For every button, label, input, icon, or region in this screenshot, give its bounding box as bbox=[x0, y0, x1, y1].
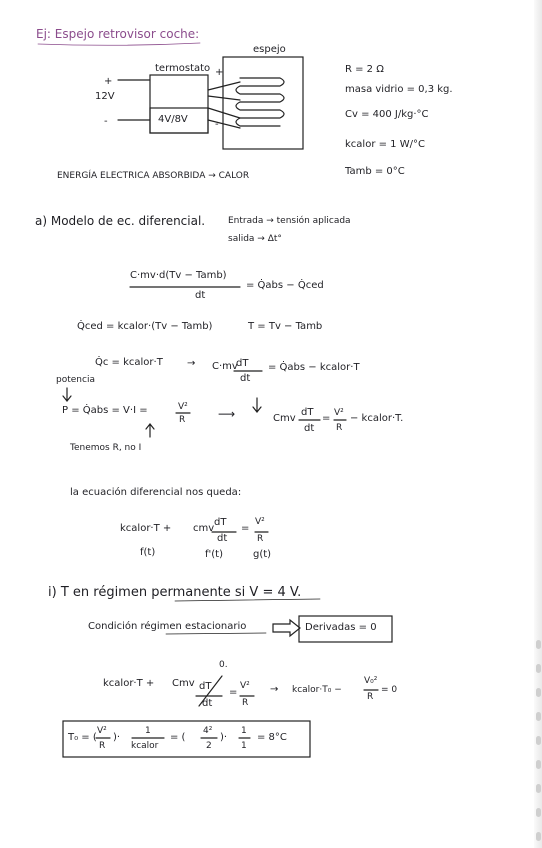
eq4-vnum: V² bbox=[334, 408, 344, 418]
energy-line: ENERGÍA ELECTRICA ABSORBIDA → CALOR bbox=[57, 171, 250, 181]
eq4-rest: − kcalor·T. bbox=[350, 413, 404, 424]
eq6-num: dT bbox=[199, 681, 212, 692]
espejo-label: espejo bbox=[253, 44, 286, 55]
plus-sign-right: + bbox=[215, 67, 224, 78]
given-tamb: Tamb = 0°C bbox=[345, 166, 405, 177]
eq1-numerator: C·mv·d(Tv − Tamb) bbox=[130, 270, 227, 281]
eq2: Q̇ced = kcalor·(Tv − Tamb) bbox=[77, 321, 213, 332]
termostato-label: termostato bbox=[155, 63, 211, 74]
tenemos-note: Tenemos R, no I bbox=[70, 443, 142, 453]
note-salida: salida → Δt° bbox=[228, 234, 282, 244]
ecuacion-note: la ecuación diferencial nos queda: bbox=[70, 487, 242, 498]
exercise-title: Ej: Espejo retrovisor coche: bbox=[36, 27, 200, 41]
eq6-rhs-num: V₀² bbox=[364, 676, 378, 686]
eq5-num: dT bbox=[214, 517, 227, 528]
eq3-arrow: → bbox=[187, 358, 196, 369]
eq6-rhs-b: = 0 bbox=[381, 685, 398, 695]
final-c: = ( bbox=[170, 732, 186, 743]
section-a-heading: a) Modelo de ec. diferencial. bbox=[35, 214, 206, 228]
eq6-rhs-a: kcalor·T₀ − bbox=[292, 685, 342, 695]
label-fprime: f'(t) bbox=[205, 549, 223, 560]
given-kcalor: kcalor = 1 W/°C bbox=[345, 139, 425, 150]
p-den: R bbox=[179, 415, 186, 425]
voltage-label: 12V bbox=[95, 91, 115, 102]
eq5-den: dt bbox=[217, 533, 228, 544]
eq6-coef: Cmv bbox=[172, 678, 195, 689]
eq3-den: dt bbox=[240, 373, 251, 384]
given-r: R = 2 Ω bbox=[345, 64, 384, 75]
eq6-arrow: → bbox=[270, 684, 279, 695]
note-entrada: Entrada → tensión aplicada bbox=[228, 216, 351, 226]
final-vnum: V² bbox=[97, 726, 107, 736]
final-1num: 1 bbox=[145, 726, 151, 736]
plus-sign: + bbox=[104, 76, 113, 87]
eq6-rhs-den: R bbox=[367, 692, 374, 702]
eq5-vnum: V² bbox=[255, 517, 265, 527]
final-1den: kcalor bbox=[131, 741, 159, 751]
eq4-eq: = bbox=[322, 413, 331, 424]
eq3-num: dT bbox=[236, 358, 249, 369]
eq5-vden: R bbox=[257, 534, 264, 544]
inner-box-label: 4V/8V bbox=[158, 114, 188, 125]
given-cv: Cv = 400 J/kg·°C bbox=[345, 109, 429, 120]
minus-sign-right: - bbox=[215, 119, 219, 130]
final-t0: T₀ = ( bbox=[68, 732, 97, 743]
minus-sign: - bbox=[104, 116, 108, 127]
section-i-heading: i) T en régimen permanente si V = 4 V. bbox=[48, 585, 302, 600]
eq5-a: kcalor·T + bbox=[120, 523, 172, 534]
eq6-zero: 0. bbox=[219, 660, 228, 670]
final-42num: 4² bbox=[203, 726, 213, 736]
eq6-vden: R bbox=[242, 698, 249, 708]
eq3-lhs: Q̇c = kcalor·T bbox=[95, 357, 163, 368]
eq6-a: kcalor·T + bbox=[103, 678, 155, 689]
final-e-den: 1 bbox=[241, 741, 247, 751]
final-b: )· bbox=[113, 732, 121, 743]
eq1-rhs: = Q̇abs − Q̇ced bbox=[246, 280, 324, 291]
given-masa: masa vidrio = 0,3 kg. bbox=[345, 84, 453, 95]
eq1-denominator: dt bbox=[195, 290, 206, 301]
label-f: f(t) bbox=[140, 547, 156, 558]
final-vden: R bbox=[99, 741, 106, 751]
eq6-eq: = bbox=[229, 687, 238, 698]
eq5-eq: = bbox=[241, 523, 250, 534]
eq3-coef: C·mv bbox=[212, 361, 238, 372]
condicion-label: Condición régimen estacionario bbox=[88, 621, 247, 632]
derivadas-box-label: Derivadas = 0 bbox=[305, 622, 377, 633]
eq4-den: dt bbox=[304, 423, 315, 434]
final-result: = 8°C bbox=[257, 732, 287, 743]
eq4-num: dT bbox=[301, 407, 314, 418]
eq6-vnum: V² bbox=[240, 681, 250, 691]
eq5-coef: cmv bbox=[193, 523, 215, 534]
eq2-note: T = Tv − Tamb bbox=[248, 321, 323, 332]
potencia-label: potencia bbox=[56, 375, 95, 385]
p-num: V² bbox=[178, 402, 188, 412]
p-arrow: ⟶ bbox=[218, 407, 236, 421]
final-e-num: 1 bbox=[241, 726, 247, 736]
label-g: g(t) bbox=[253, 549, 272, 560]
final-42den: 2 bbox=[206, 741, 212, 751]
eq4-vden: R bbox=[336, 423, 343, 433]
eq3-rhs: = Q̇abs − kcalor·T bbox=[268, 362, 360, 373]
p-equation: P = Q̇abs = V·I = bbox=[62, 405, 148, 416]
eq6-den: dt bbox=[202, 698, 213, 709]
eq4-coef: Cmv bbox=[273, 413, 296, 424]
final-d: )· bbox=[220, 732, 228, 743]
